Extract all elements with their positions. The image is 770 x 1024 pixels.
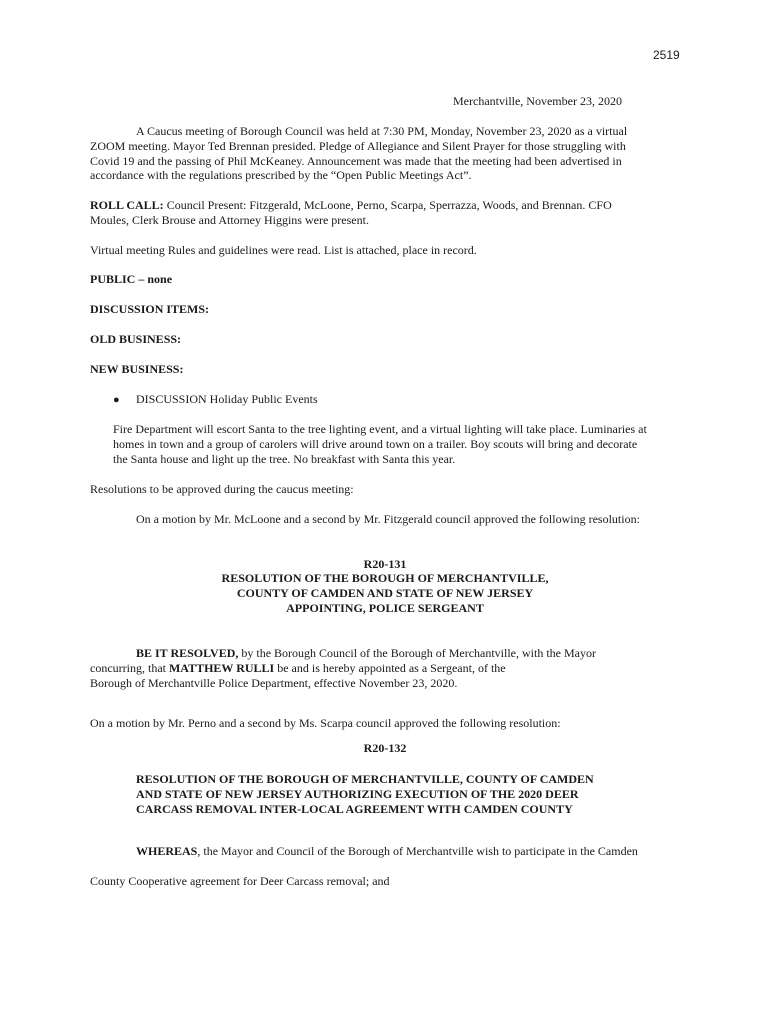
roll-call-line-2: Moules, Clerk Brouse and Attorney Higgins were present.	[90, 213, 369, 227]
fire-dept-line-3: the Santa house and light up the tree. No breakfast with Santa this year.	[113, 452, 456, 466]
resolution-132-title-line-3: CARCASS REMOVAL INTER-LOCAL AGREEMENT WITH CAMDEN COUNTY	[136, 802, 573, 816]
resolution-131-title-line-1: RESOLUTION OF THE BOROUGH OF MERCHANTVILLE,	[221, 571, 549, 585]
resolution-131-title-line-2: COUNTY OF CAMDEN AND STATE OF NEW JERSEY	[236, 586, 534, 600]
roll-call-line-1	[90, 198, 612, 213]
resolved-line-2	[90, 661, 506, 676]
roll-call-text: Council Present: Fitzgerald, McLoone, Perno, Scarpa, Sperrazza, Woods, and Brennan. CFO	[166, 198, 612, 212]
discussion-items-heading: DISCUSSION ITEMS:	[90, 302, 210, 316]
motion-1: On a motion by Mr. McLoone and a second by Mr. Fitzgerald council approved the following resolution:	[136, 512, 640, 526]
public-heading: PUBLIC – none	[90, 272, 173, 286]
resolved-line-1	[136, 646, 596, 661]
resolution-131-title-line-3: APPOINTING, POLICE SERGEANT	[286, 601, 484, 615]
resolved-text-2a: concurring, that	[90, 661, 169, 675]
be-it-resolved-label: BE IT RESOLVED,	[136, 646, 239, 660]
fire-dept-line-1: Fire Department will escort Santa to the tree lighting event, and a virtual lighting will take place. Luminaries at	[113, 422, 647, 436]
page-number: 2519	[653, 48, 680, 62]
dateline: Merchantville, November 23, 2020	[453, 94, 622, 108]
fire-dept-line-2: homes in town and a group of carolers will drive around town on a trailer. Boy scouts will bring and decorate	[113, 437, 638, 451]
intro-line-1: A Caucus meeting of Borough Council was held at 7:30 PM, Monday, November 23, 2020 as a virtual	[136, 124, 628, 138]
intro-line-4: accordance with the regulations prescribed by the “Open Public Meetings Act”.	[90, 168, 472, 182]
resolution-132-title-line-2: AND STATE OF NEW JERSEY AUTHORIZING EXECUTION OF THE 2020 DEER	[136, 787, 579, 801]
new-business-heading: NEW BUSINESS:	[90, 362, 184, 376]
resolution-132-title-line-1: RESOLUTION OF THE BOROUGH OF MERCHANTVILLE, COUNTY OF CAMDEN	[136, 772, 594, 786]
motion-2: On a motion by Mr. Perno and a second by Ms. Scarpa council approved the following resolution:	[90, 716, 561, 730]
whereas-line-2: County Cooperative agreement for Deer Carcass removal; and	[90, 874, 390, 888]
intro-line-3: Covid 19 and the passing of Phil McKeaney. Announcement was made that the meeting had been advertised in	[90, 154, 622, 168]
old-business-heading: OLD BUSINESS:	[90, 332, 182, 346]
intro-line-2: ZOOM meeting. Mayor Ted Brennan presided. Pledge of Allegiance and Silent Prayer for those struggling with	[90, 139, 626, 153]
resolved-text-2b: be and is hereby appointed as a Sergeant, of the	[274, 661, 506, 675]
whereas-text-1: , the Mayor and Council of the Borough of Merchantville wish to participate in the Camden	[197, 844, 638, 858]
bullet-icon: ●	[113, 394, 120, 406]
resolution-132-number: R20-132	[363, 741, 407, 755]
virtual-rules-text: Virtual meeting Rules and guidelines were read. List is attached, place in record.	[90, 243, 477, 257]
appointee-name: MATTHEW RULLI	[168, 661, 275, 675]
roll-call-heading: ROLL CALL:	[90, 198, 164, 212]
resolution-131-number: R20-131	[363, 557, 407, 571]
bullet-item-text: DISCUSSION Holiday Public Events	[136, 392, 318, 406]
whereas-line-1	[136, 844, 638, 859]
resolved-line-3: Borough of Merchantville Police Department, effective November 23, 2020.	[90, 676, 458, 690]
resolved-text-1: by the Borough Council of the Borough of Merchantville, with the Mayor	[238, 646, 596, 660]
resolutions-intro: Resolutions to be approved during the caucus meeting:	[90, 482, 354, 496]
whereas-label: WHEREAS	[136, 844, 198, 858]
